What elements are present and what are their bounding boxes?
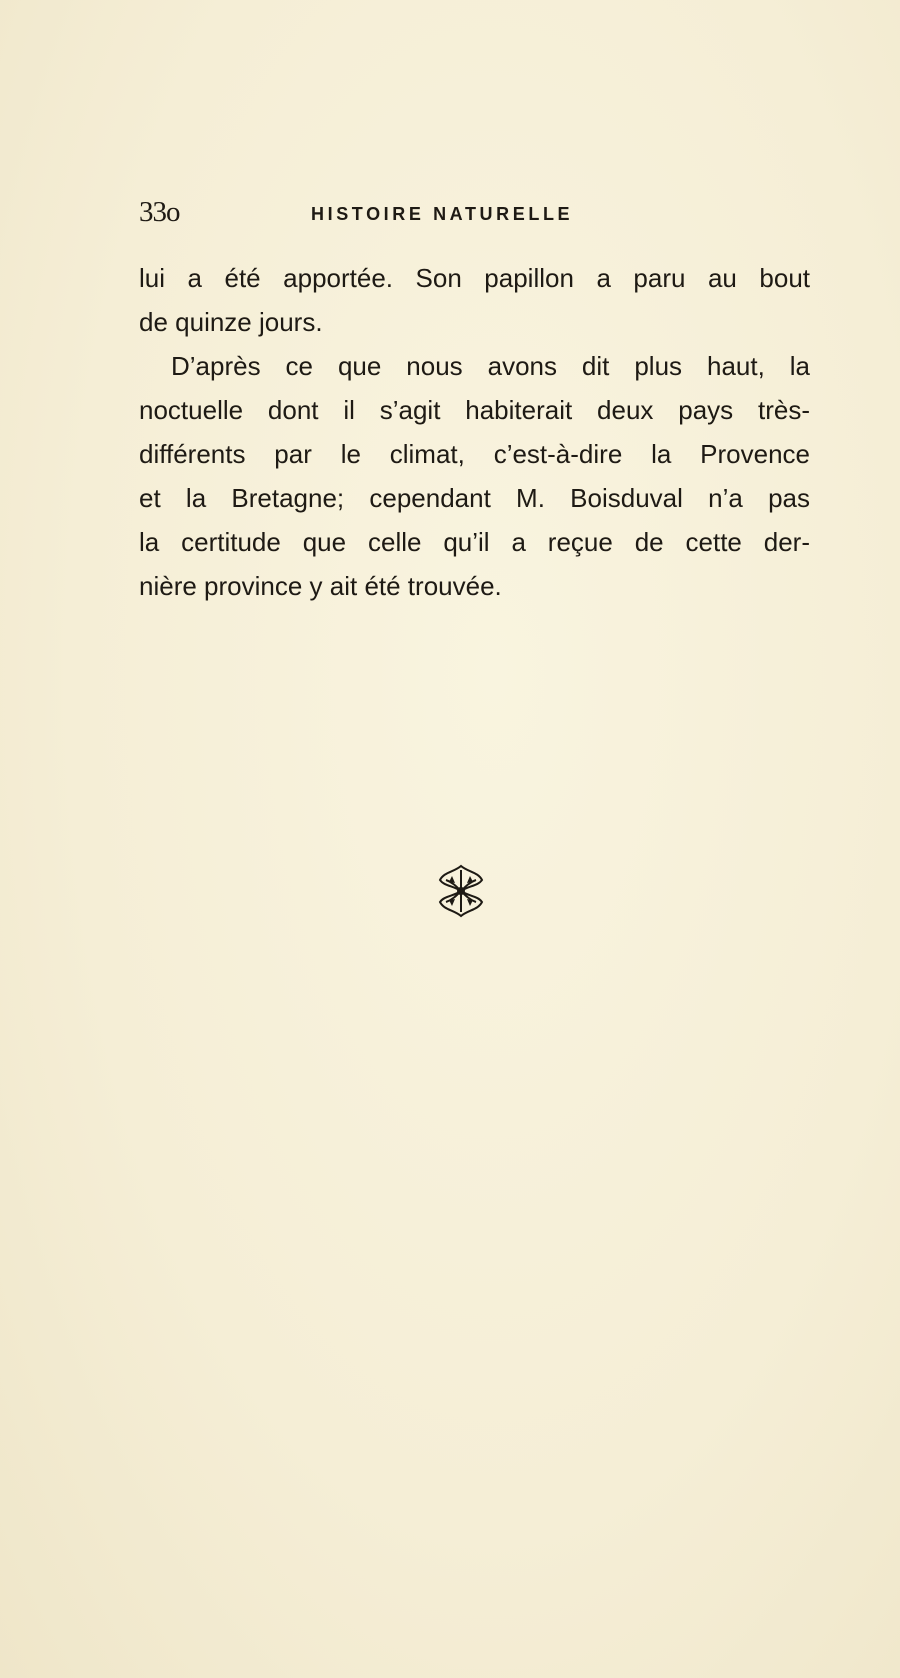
page-number: 33o [139, 196, 180, 228]
text-line: de quinze jours. [139, 307, 323, 337]
text-line: la certitude que celle qu’il a reçue de cette der- [139, 527, 810, 557]
text-line: D’après ce que nous avons dit plus haut, la [171, 351, 810, 381]
running-title: HISTOIRE NATURELLE [311, 204, 574, 224]
body-text [139, 256, 810, 608]
text-line: différents par le climat, c’est-à-dire la Provence [139, 439, 810, 469]
text-line: noctuelle dont il s’agit habiterait deux pays très- [139, 395, 810, 425]
text-line: nière province y ait été trouvée. [139, 571, 502, 601]
text-line: et la Bretagne; cependant M. Boisduval n’a pas [139, 483, 810, 513]
running-head [139, 196, 809, 230]
floral-ornament-icon [438, 864, 484, 918]
text-line: lui a été apportée. Son papillon a paru au bout [139, 263, 810, 293]
